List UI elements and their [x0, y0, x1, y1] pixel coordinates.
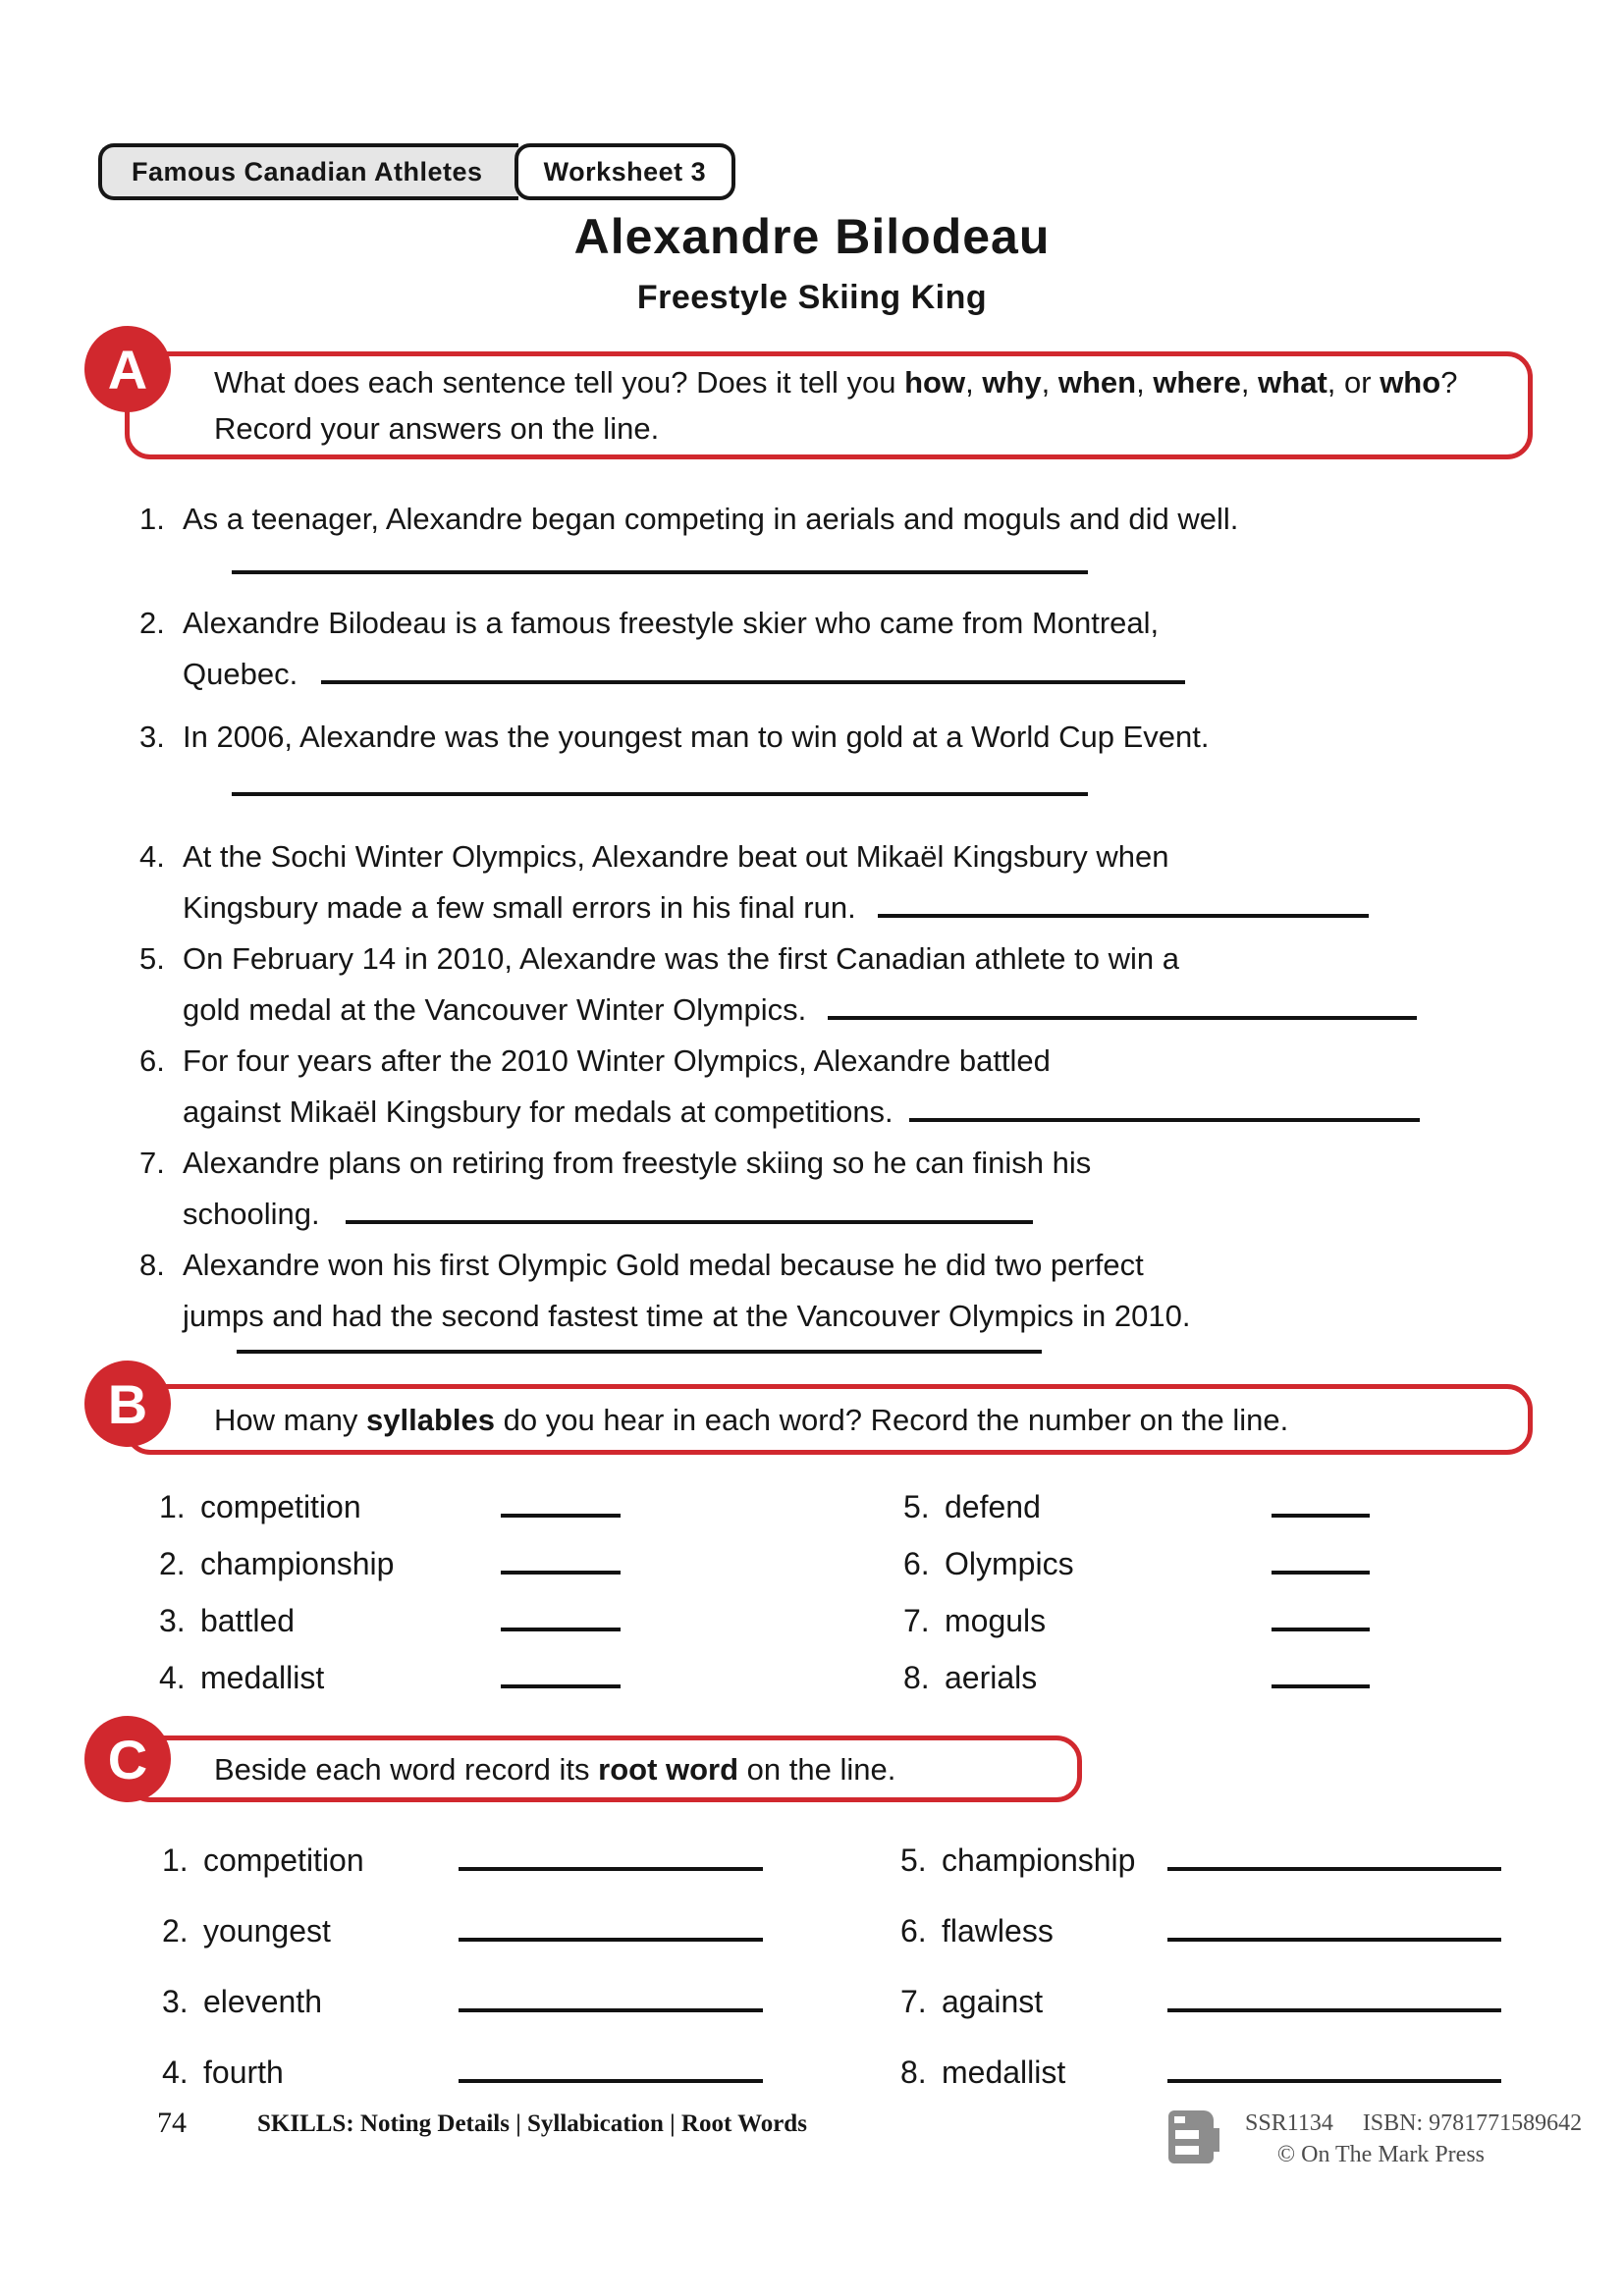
- answer-line[interactable]: [828, 990, 1417, 1020]
- section-a-instruction: What does each sentence tell you? Does it tell you how, why, when, where, what, or who? Record your answers on the line.: [125, 351, 1533, 459]
- root-word: flawless: [942, 1913, 1054, 1949]
- footer-page-number: 74: [157, 2107, 187, 2139]
- item-number: 6.: [139, 1043, 165, 1078]
- item-number: 5.: [900, 1842, 927, 1878]
- page-subtitle: Freestyle Skiing King: [636, 279, 988, 316]
- item-number: 6.: [900, 1913, 927, 1949]
- syllable-word: battled: [200, 1603, 296, 1638]
- answer-line[interactable]: [459, 1908, 763, 1942]
- header-tabbar: [98, 143, 735, 200]
- answer-line[interactable]: [459, 1838, 763, 1871]
- answer-line[interactable]: [321, 655, 1185, 684]
- section-a-badge: A: [84, 326, 171, 412]
- root-word-item: [900, 1838, 1501, 1908]
- syllable-word: competition: [200, 1489, 361, 1524]
- root-word-item: [162, 1838, 763, 1908]
- series-tab: Famous Canadian Athletes: [98, 143, 518, 200]
- item-number: 2.: [162, 1913, 189, 1949]
- syllable-word: medallist: [200, 1660, 325, 1695]
- answer-line[interactable]: [909, 1093, 1420, 1122]
- answer-line[interactable]: [1272, 1484, 1370, 1518]
- item-number: 7.: [900, 1984, 927, 2019]
- item-number: 6.: [903, 1546, 930, 1581]
- syllable-list-right: [903, 1484, 1370, 1712]
- item-text: Alexandre Bilodeau is a famous freestyle skier who came from Montreal,: [183, 606, 1160, 640]
- answer-line[interactable]: [1167, 2050, 1501, 2083]
- syllable-item: [159, 1655, 621, 1712]
- root-word-item: [162, 1979, 763, 2050]
- product-code: SSR1134: [1245, 2110, 1333, 2136]
- answer-line[interactable]: [501, 1598, 621, 1631]
- item-number: 1.: [159, 1489, 186, 1524]
- item-text: Quebec.: [183, 657, 298, 691]
- answer-line[interactable]: [501, 1541, 621, 1575]
- root-word-list-right: [900, 1838, 1501, 2120]
- answer-line[interactable]: [878, 888, 1369, 918]
- question-item-7: [139, 1138, 1543, 1240]
- footer-copyright: © On The Mark Press: [1276, 2142, 1485, 2167]
- section-c-instruction: Beside each word record its root word on the line.: [125, 1735, 1082, 1802]
- question-item-3: [139, 712, 1543, 796]
- item-number: 3.: [159, 1603, 186, 1638]
- item-number: 5.: [903, 1489, 930, 1524]
- item-text: In 2006, Alexandre was the youngest man to win gold at a World Cup Event.: [183, 720, 1210, 754]
- root-word: competition: [203, 1842, 364, 1878]
- item-number: 4.: [162, 2055, 189, 2090]
- syllable-item: [159, 1541, 621, 1598]
- root-word: medallist: [942, 2055, 1066, 2090]
- syllable-item: [159, 1484, 621, 1541]
- item-text: Kingsbury made a few small errors in his final run.: [183, 890, 856, 925]
- syllable-word: Olympics: [945, 1546, 1074, 1581]
- item-text: For four years after the 2010 Winter Olympics, Alexandre battled: [183, 1043, 1051, 1078]
- item-number: 4.: [159, 1660, 186, 1695]
- worksheet-tab: Worksheet 3: [514, 143, 736, 200]
- item-number: 8.: [903, 1660, 930, 1695]
- footer-skills-label: SKILLS: Noting Details | Syllabication | Root Words: [257, 2110, 807, 2137]
- answer-line[interactable]: [346, 1195, 1033, 1224]
- syllable-item: [903, 1484, 1370, 1541]
- item-number: 5.: [139, 941, 165, 976]
- root-word-item: [900, 1979, 1501, 2050]
- item-number: 3.: [139, 720, 165, 754]
- syllable-item: [159, 1598, 621, 1655]
- question-item-5: [139, 934, 1543, 1036]
- question-item-8: [139, 1240, 1543, 1354]
- answer-line[interactable]: [232, 570, 1088, 574]
- item-number: 4.: [139, 839, 165, 874]
- answer-line[interactable]: [1167, 1979, 1501, 2012]
- answer-line[interactable]: [501, 1655, 621, 1688]
- root-word: championship: [942, 1842, 1136, 1878]
- answer-line[interactable]: [1167, 1838, 1501, 1871]
- section-c-badge: C: [84, 1716, 171, 1802]
- page-title: Alexandre Bilodeau: [573, 209, 1051, 264]
- section-a-items: [139, 494, 1543, 1354]
- section-b-badge: B: [84, 1361, 171, 1447]
- answer-line[interactable]: [1272, 1655, 1370, 1688]
- question-item-6: [139, 1036, 1543, 1138]
- syllable-list-left: [159, 1484, 621, 1712]
- item-number: 2.: [159, 1546, 186, 1581]
- question-item-1: [139, 494, 1543, 574]
- isbn: ISBN: 9781771589642: [1362, 2110, 1583, 2136]
- item-text: At the Sochi Winter Olympics, Alexandre beat out Mikaël Kingsbury when: [183, 839, 1169, 874]
- root-word-list-left: [162, 1838, 763, 2120]
- syllable-word: aerials: [945, 1660, 1038, 1695]
- question-item-2: [139, 598, 1543, 700]
- syllable-item: [903, 1655, 1370, 1712]
- answer-line[interactable]: [232, 792, 1088, 796]
- root-word: eleventh: [203, 1984, 322, 2019]
- answer-line[interactable]: [459, 2050, 763, 2083]
- item-text: On February 14 in 2010, Alexandre was the first Canadian athlete to win a: [183, 941, 1179, 976]
- answer-line[interactable]: [1167, 1908, 1501, 1942]
- root-word: youngest: [203, 1913, 331, 1949]
- root-word-item: [900, 1908, 1501, 1979]
- item-text: jumps and had the second fastest time at the Vancouver Olympics in 2010.: [183, 1299, 1191, 1333]
- syllable-word: championship: [200, 1546, 395, 1581]
- item-text: Alexandre won his first Olympic Gold medal because he did two perfect: [183, 1248, 1144, 1282]
- syllable-item: [903, 1598, 1370, 1655]
- footer-product-code: [1245, 2110, 1582, 2137]
- section-b-instruction: How many syllables do you hear in each word? Record the number on the line.: [125, 1384, 1533, 1455]
- item-number: 8.: [139, 1248, 165, 1282]
- item-number: 7.: [139, 1146, 165, 1180]
- item-number: 7.: [903, 1603, 930, 1638]
- syllable-word: defend: [945, 1489, 1041, 1524]
- root-word: against: [942, 1984, 1044, 2019]
- answer-line[interactable]: [1272, 1541, 1370, 1575]
- root-word: fourth: [203, 2055, 284, 2090]
- item-text: against Mikaël Kingsbury for medals at competitions.: [183, 1095, 893, 1129]
- item-number: 1.: [139, 502, 165, 536]
- item-number: 1.: [162, 1842, 189, 1878]
- answer-line[interactable]: [1272, 1598, 1370, 1631]
- item-number: 2.: [139, 606, 165, 640]
- item-number: 8.: [900, 2055, 927, 2090]
- answer-line[interactable]: [459, 1979, 763, 2012]
- root-word-item: [162, 1908, 763, 1979]
- syllable-word: moguls: [945, 1603, 1047, 1638]
- item-text: gold medal at the Vancouver Winter Olympics.: [183, 992, 807, 1027]
- item-text: Alexandre plans on retiring from freestyle skiing so he can finish his: [183, 1146, 1092, 1180]
- item-number: 3.: [162, 1984, 189, 2019]
- answer-line[interactable]: [501, 1484, 621, 1518]
- syllable-item: [903, 1541, 1370, 1598]
- item-text: schooling.: [183, 1197, 320, 1231]
- item-text: As a teenager, Alexandre began competing in aerials and moguls and did well.: [183, 502, 1239, 536]
- question-item-4: [139, 831, 1543, 934]
- answer-line[interactable]: [237, 1350, 1042, 1354]
